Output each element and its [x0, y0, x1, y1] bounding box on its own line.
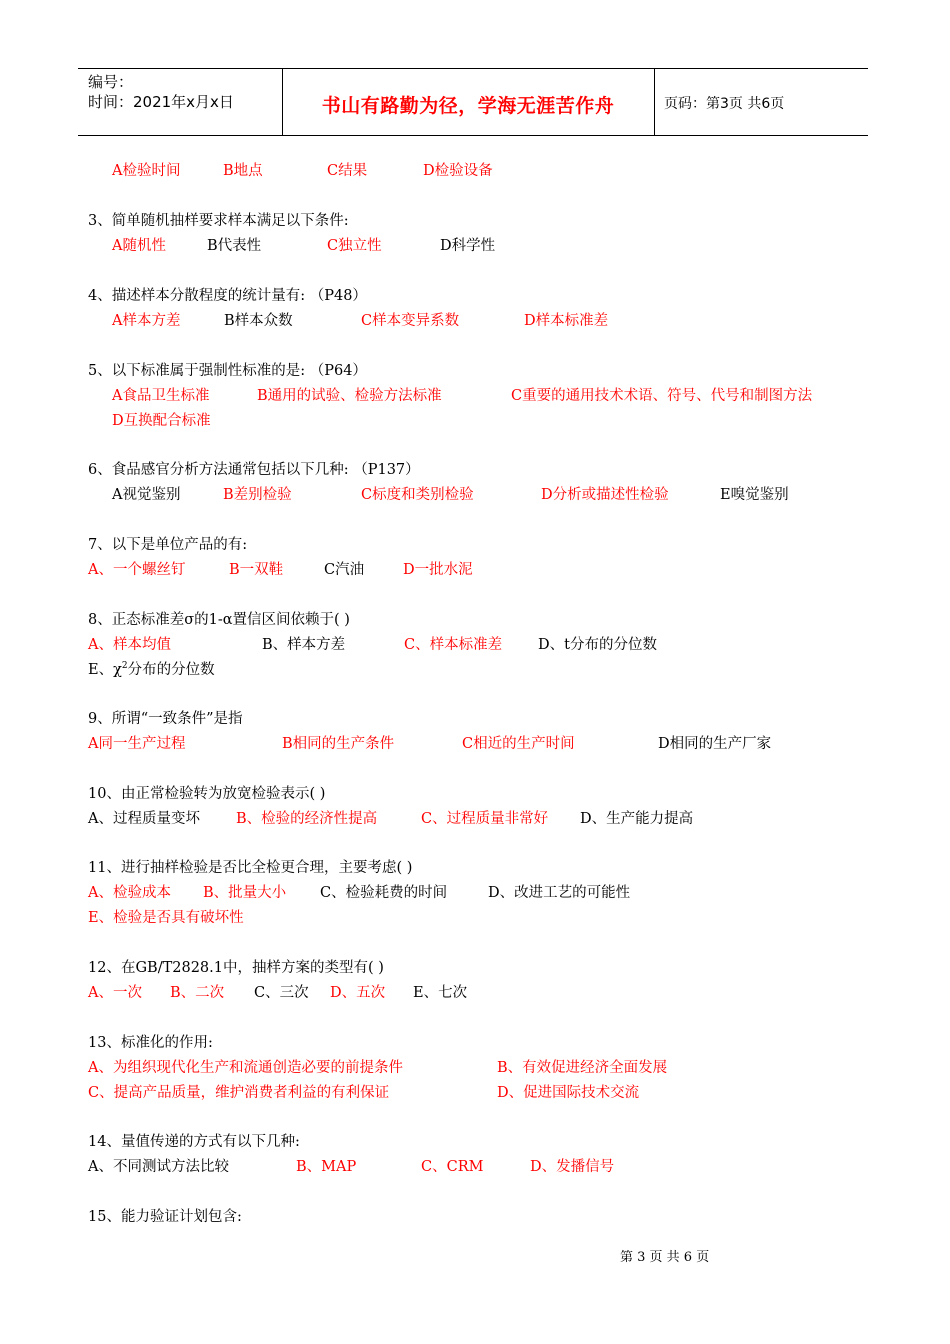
q8-option-e-prefix: E、χ: [88, 662, 122, 678]
q8-option-d: D、t分布的分位数: [538, 637, 657, 653]
q6-option-c: C标度和类别检验: [361, 487, 474, 503]
q8-option-e-suffix: 分布的分位数: [127, 662, 215, 678]
q12-option-e: E、七次: [413, 985, 468, 1001]
q2-option-b: B地点: [223, 163, 263, 179]
q8-option-b: B、样本方差: [262, 637, 346, 653]
q8-option-e-superscript: 2: [121, 661, 128, 672]
q14-stem: 14、量值传递的方式有以下几种:: [88, 1134, 300, 1150]
number-label: 编号：: [88, 73, 134, 91]
q9-option-d: D相同的生产厂家: [658, 736, 772, 752]
q11-option-e: E、检验是否具有破坏性: [88, 910, 244, 926]
q8-stem: 8、正态标准差σ的1-α置信区间依赖于( ): [88, 612, 350, 628]
q13-option-c: C、提高产品质量，维护消费者利益的有利保证: [88, 1085, 390, 1101]
q11-stem: 11、进行抽样检验是否比全检更合理，主要考虑( ): [88, 860, 413, 876]
q13-option-b: B、有效促进经济全面发展: [497, 1060, 668, 1076]
page-header: [78, 68, 868, 136]
q5-stem: 5、以下标准属于强制性标准的是: （P64）: [88, 363, 367, 379]
q12-option-c: C、三次: [254, 985, 309, 1001]
q6-option-e: E嗅觉鉴别: [720, 487, 789, 503]
q13-option-a: A、为组织现代化生产和流通创造必要的前提条件: [88, 1060, 403, 1076]
q5-option-c: C重要的通用技术术语、符号、代号和制图方法: [511, 388, 813, 404]
q9-option-c: C相近的生产时间: [462, 736, 575, 752]
q2-option-c: C结果: [327, 163, 368, 179]
q6-option-b: B差别检验: [223, 487, 292, 503]
q6-stem: 6、食品感官分析方法通常包括以下几种: （P137）: [88, 462, 420, 478]
q14-option-c: C、CRM: [421, 1159, 484, 1175]
q12-option-a: A、一次: [88, 985, 142, 1001]
q14-option-a: A、不同测试方法比较: [88, 1159, 229, 1175]
q10-option-b: B、检验的经济性提高: [236, 811, 378, 827]
header-page-label: 页码：第3页 共6页: [664, 96, 785, 112]
page-footer: 第 3 页 共 6 页: [620, 1250, 710, 1265]
q10-stem: 10、由正常检验转为放宽检验表示( ): [88, 786, 326, 802]
q6-option-d: D分析或描述性检验: [541, 487, 669, 503]
q4-option-a: A样本方差: [112, 313, 181, 329]
q13-option-d: D、促进国际技术交流: [497, 1085, 640, 1101]
q12-option-b: B、二次: [170, 985, 225, 1001]
q4-option-d: D样本标准差: [524, 313, 609, 329]
q14-option-b: B、MAP: [296, 1159, 357, 1175]
q6-option-a: A视觉鉴别: [112, 487, 181, 503]
q12-option-d: D、五次: [330, 985, 386, 1001]
q5-option-b: B通用的试验、检验方法标准: [257, 388, 442, 404]
q13-stem: 13、标准化的作用:: [88, 1035, 213, 1051]
q11-option-a: A、检验成本: [88, 885, 171, 901]
header-info: [88, 72, 234, 112]
q11-option-d: D、改进工艺的可能性: [488, 885, 631, 901]
q5-option-d: D互换配合标准: [112, 413, 211, 429]
q3-option-c: C独立性: [327, 238, 382, 254]
header-motto: 书山有路勤为径，学海无涯苦作舟: [321, 95, 615, 117]
q8-option-e: [88, 660, 215, 680]
q12-stem: 12、在GB/T2828.1中，抽样方案的类型有( ): [88, 960, 384, 976]
q15-stem: 15、能力验证计划包含:: [88, 1209, 242, 1225]
q7-stem: 7、以下是单位产品的有:: [88, 537, 248, 553]
q8-option-c: C、样本标准差: [404, 637, 503, 653]
q4-option-c: C样本变异系数: [361, 313, 460, 329]
q9-option-b: B相同的生产条件: [282, 736, 395, 752]
time-label: 时间：2021年x月x日: [88, 93, 234, 111]
q11-option-b: B、批量大小: [203, 885, 287, 901]
q2-option-a: A检验时间: [112, 163, 181, 179]
q7-option-b: B一双鞋: [229, 562, 284, 578]
q3-stem: 3、简单随机抽样要求样本满足以下条件:: [88, 213, 349, 229]
q3-option-d: D科学性: [440, 238, 496, 254]
q4-stem: 4、描述样本分散程度的统计量有: （P48）: [88, 288, 367, 304]
q4-option-b: B样本众数: [224, 313, 293, 329]
q7-option-d: D一批水泥: [403, 562, 473, 578]
header-divider-right: [654, 69, 655, 135]
q10-option-a: A、过程质量变坏: [88, 811, 200, 827]
q14-option-d: D、发播信号: [530, 1159, 615, 1175]
q8-option-a: A、样本均值: [88, 637, 171, 653]
q10-option-d: D、生产能力提高: [580, 811, 694, 827]
q5-option-a: A食品卫生标准: [112, 388, 210, 404]
q3-option-a: A随机性: [112, 238, 166, 254]
q11-option-c: C、检验耗费的时间: [320, 885, 448, 901]
q2-option-d: D检验设备: [423, 163, 493, 179]
q9-option-a: A同一生产过程: [88, 736, 186, 752]
q3-option-b: B代表性: [207, 238, 262, 254]
q7-option-a: A、一个螺丝钉: [88, 562, 186, 578]
q7-option-c: C汽油: [324, 562, 365, 578]
q9-stem: 9、所谓“一致条件”是指: [88, 711, 243, 727]
q10-option-c: C、过程质量非常好: [421, 811, 549, 827]
